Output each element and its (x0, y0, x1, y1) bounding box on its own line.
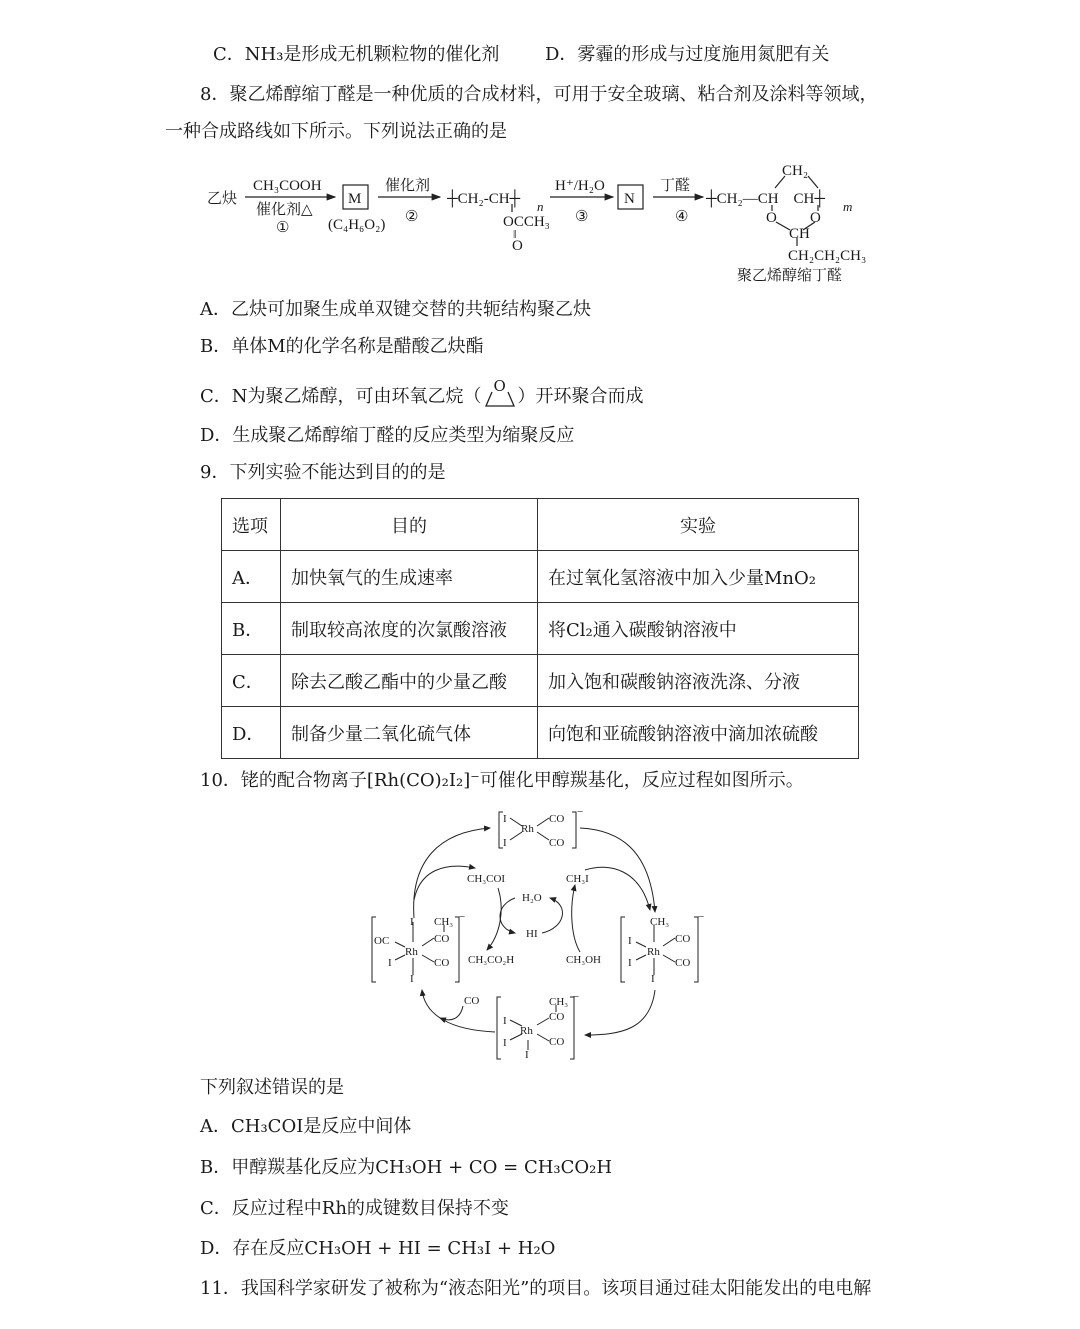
q10-option-b: B．甲醇羰基化反应为CH₃OH + CO = CH₃CO₂H (200, 1157, 613, 1178)
cell: 加入饱和碳酸钠溶液洗涤、分液 (538, 655, 859, 707)
product-ch: CH (789, 226, 810, 242)
q7-option-c: C．NH₃是形成无机颗粒物的催化剂 (213, 44, 500, 65)
ch3co2h-label: CH₃CO₂H (468, 954, 515, 966)
svg-text:CO: CO (549, 1036, 565, 1048)
reagent-4: 丁醛 (660, 178, 691, 194)
q8-option-a: A．乙炔可加聚生成单双键交替的共轭结构聚乙炔 (200, 299, 591, 320)
header-purpose: 目的 (281, 499, 538, 551)
m-label: M (348, 191, 362, 207)
polyvinyl-acetate: ┼CH₂-CH┼ (447, 191, 521, 207)
header-option: 选项 (222, 499, 281, 551)
svg-text:OC: OC (374, 935, 390, 947)
svg-text:CO: CO (549, 837, 565, 849)
carbonyl-o: O (512, 238, 523, 254)
product-name: 聚乙烯醇缩丁醛 (737, 268, 843, 284)
ethyne-label: 乙炔 (207, 191, 238, 207)
svg-text:I: I (651, 973, 655, 985)
svg-text:−: − (459, 911, 466, 923)
svg-text:I: I (503, 1015, 507, 1027)
svg-text:Rh: Rh (647, 946, 660, 958)
q8-stem: 8．聚乙烯醇缩丁醛是一种优质的合成材料，可用于安全玻璃、粘合剂及涂料等领域， (200, 84, 878, 105)
svg-text:−: − (573, 991, 580, 1003)
cell: 将Cl₂通入碳酸钠溶液中 (538, 603, 859, 655)
complex-top (503, 806, 583, 849)
ch3oh-label: CH₃OH (566, 954, 602, 966)
svg-text:CH₃: CH₃ (434, 916, 454, 928)
product-propyl: CH₂CH₂CH₃ (788, 248, 867, 264)
header-experiment: 实验 (538, 499, 859, 551)
step-3: ③ (575, 209, 589, 225)
subscript-n: n (537, 199, 544, 214)
svg-text:I: I (388, 957, 392, 969)
condition-1: 催化剂△ (256, 202, 313, 218)
complex-right (628, 911, 704, 985)
q11-stem: 11．我国科学家研发了被称为“液态阳光”的项目。该项目通过硅太阳能发出的电电解 (200, 1278, 872, 1299)
svg-text:−: − (698, 911, 705, 923)
svg-text:Rh: Rh (405, 946, 418, 958)
reagent-2: 催化剂 (385, 178, 431, 194)
product-o2: O (810, 210, 821, 226)
q10-stem: 10．铑的配合物离子[Rh(CO)₂I₂]⁻可催化甲醇羰基化，反应过程如图所示。 (200, 770, 804, 791)
acetate-group: OCCH₃ (503, 214, 550, 230)
q8-stem-cont: 一种合成路线如下所示。下列说法正确的是 (165, 121, 507, 142)
product-backbone: ┼CH₂—CH CH┼ (706, 191, 825, 207)
reagent-1: CH₃COOH (253, 178, 322, 194)
q10-subquestion: 下列叙述错误的是 (200, 1077, 344, 1098)
cell: C． (222, 655, 281, 707)
svg-text:CO: CO (549, 813, 565, 825)
q10-option-a: A．CH₃COI是反应中间体 (200, 1116, 412, 1137)
ch3coi-label: CH₃COI (467, 873, 506, 885)
q9-stem: 9．下列实验不能达到目的的是 (200, 462, 446, 483)
svg-text:Rh: Rh (520, 1025, 533, 1037)
q8-option-b: B．单体M的化学名称是醋酸乙炔酯 (200, 336, 484, 357)
option-c-text-end: ）开环聚合而成 (517, 386, 644, 407)
q7-option-d: D．雾霾的形成与过度施用氮肥有关 (545, 44, 830, 65)
svg-text:CO: CO (675, 933, 691, 945)
cell: A． (222, 551, 281, 603)
svg-text:I: I (410, 916, 414, 928)
step-2: ② (405, 209, 419, 225)
svg-text:CO: CO (434, 957, 450, 969)
svg-text:I: I (628, 957, 632, 969)
svg-text:CH₃: CH₃ (650, 916, 670, 928)
svg-text:CO: CO (434, 933, 450, 945)
epoxide-o: O (493, 377, 506, 395)
double-bond: ‖ (513, 227, 517, 241)
product-o1: O (766, 210, 777, 226)
n-label: N (624, 191, 635, 207)
reagent-3: H⁺/H₂O (555, 178, 605, 194)
svg-text:I: I (503, 837, 507, 849)
cell: 加快氧气的生成速率 (281, 551, 538, 603)
svg-text:CO: CO (549, 1011, 565, 1023)
complex-bottom (503, 991, 579, 1061)
q8-option-d: D．生成聚乙烯醇缩丁醛的反应类型为缩聚反应 (200, 425, 575, 446)
q10-option-d: D．存在反应CH₃OH + HI = CH₃I + H₂O (200, 1238, 556, 1259)
ch3i-label: CH₃I (566, 873, 589, 885)
product-ch2: CH₂ (782, 163, 809, 179)
svg-text:I: I (503, 1037, 507, 1049)
svg-text:I: I (525, 1049, 529, 1061)
cell: 向饱和亚硫酸钠溶液中滴加浓硫酸 (538, 707, 859, 759)
cell: D． (222, 707, 281, 759)
step-4: ④ (675, 209, 689, 225)
svg-text:−: − (577, 806, 584, 818)
m-formula: (C₄H₆O₂) (328, 217, 386, 233)
hi-label: HI (526, 928, 538, 940)
h2o-label: H₂O (522, 892, 542, 904)
svg-text:Rh: Rh (521, 823, 534, 835)
cell: 在过氧化氢溶液中加入少量MnO₂ (538, 551, 859, 603)
svg-text:I: I (410, 973, 414, 985)
svg-text:I: I (628, 935, 632, 947)
option-c-text: C．N为聚乙烯醇，可由环氧乙烷（ (200, 386, 482, 407)
q10-option-c: C．反应过程中Rh的成键数目保持不变 (200, 1198, 509, 1219)
svg-text:CO: CO (675, 957, 691, 969)
co-label: CO (464, 995, 480, 1007)
subscript-m: m (843, 199, 853, 214)
cell: 制备少量二氧化硫气体 (281, 707, 538, 759)
cell: 除去乙酸乙酯中的少量乙酸 (281, 655, 538, 707)
complex-left (374, 911, 465, 985)
cell: B． (222, 603, 281, 655)
svg-text:I: I (503, 813, 507, 825)
svg-text:CH₃: CH₃ (549, 996, 569, 1008)
cell: 制取较高浓度的次氯酸溶液 (281, 603, 538, 655)
step-1: ① (276, 220, 290, 236)
